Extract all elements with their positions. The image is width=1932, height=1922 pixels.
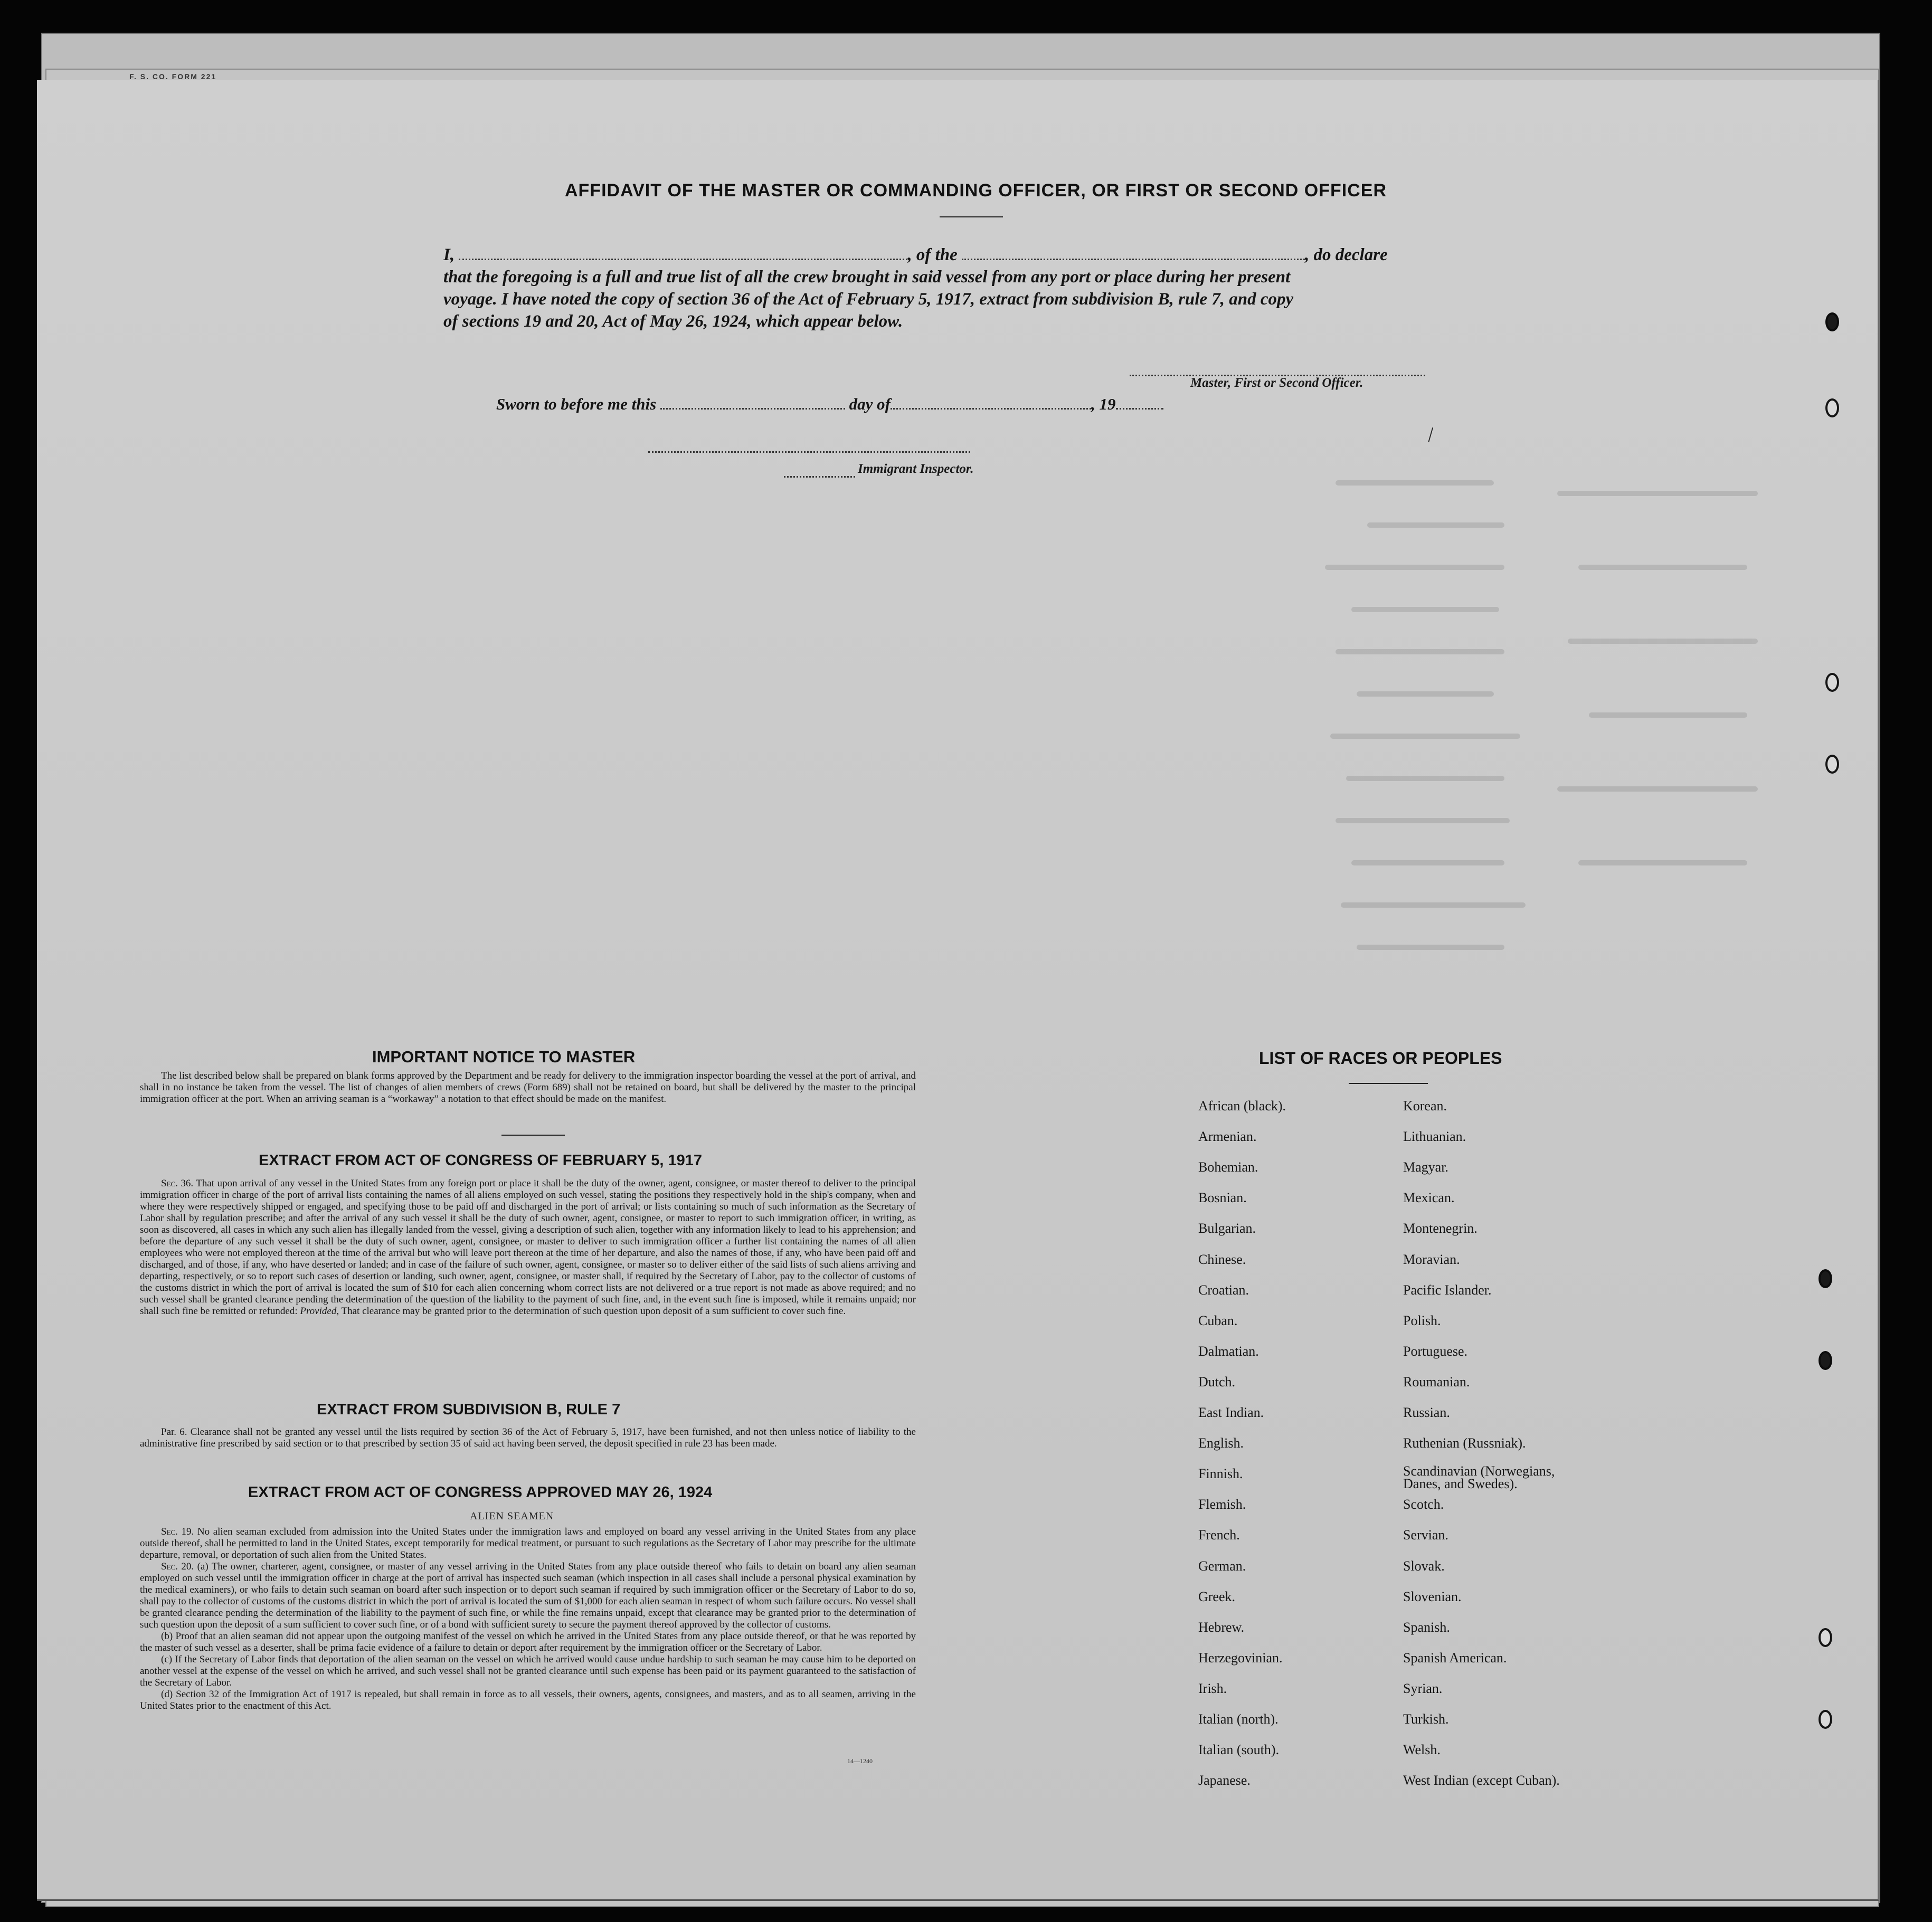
sworn-year: , 19 — [1091, 395, 1116, 413]
race-item: Moravian. — [1403, 1252, 1460, 1267]
race-item: Chinese. — [1198, 1252, 1246, 1267]
name-blank[interactable] — [459, 246, 907, 260]
title-rule — [940, 216, 1003, 217]
affidavit-of-the: , of the — [907, 245, 958, 264]
race-item: Polish. — [1403, 1313, 1441, 1328]
race-item: West Indian (except Cuban). — [1403, 1773, 1560, 1788]
race-item: Armenian. — [1198, 1129, 1257, 1144]
extract-1917-title: EXTRACT FROM ACT OF CONGRESS OF FEBRUARY 5, 1917 — [259, 1152, 703, 1169]
race-item: Servian. — [1403, 1527, 1448, 1543]
race-item: Slovak. — [1403, 1558, 1445, 1574]
punch-hole — [1819, 1710, 1832, 1729]
race-item: Dutch. — [1198, 1374, 1236, 1390]
affidavit-line-2: that the foregoing is a full and true list of all the crew brought in said vessel from any port or place during her present — [443, 268, 1291, 287]
race-item: Portuguese. — [1403, 1344, 1468, 1359]
sworn-day-blank[interactable] — [660, 395, 845, 410]
extract-rule7-text: Par. 6. Clearance shall not be granted any vessel until the lists required by section 36 of the Act of February 5, 1917, have been furnished, and not then unless notice of liability to the administrative fine prescribed by said section or to that prescribed by section 35 of said act having been served, the deposit specified in rule 23 has been made. — [140, 1426, 916, 1449]
notice-rule — [501, 1135, 565, 1136]
punch-hole — [1819, 1269, 1832, 1288]
affidavit-i: I, — [443, 245, 455, 264]
race-item: Japanese. — [1198, 1773, 1251, 1788]
affidavit-do-declare: , do declare — [1305, 245, 1388, 264]
race-item: Italian (south). — [1198, 1742, 1280, 1757]
sworn-year-blank[interactable] — [1116, 395, 1163, 410]
affidavit-line-4: of sections 19 and 20, Act of May 26, 1924, which appear below. — [443, 312, 903, 331]
race-item: Croatian. — [1198, 1282, 1249, 1298]
race-item: Ruthenian (Russniak). — [1403, 1435, 1526, 1451]
punch-hole — [1825, 312, 1839, 331]
races-title: LIST OF RACES OR PEOPLES — [1259, 1049, 1502, 1068]
affidavit-line-3: voyage. I have noted the copy of section 36 of the Act of February 5, 1917, extract from subdivision B, rule 7, and copy — [443, 290, 1294, 309]
race-item: Scotch. — [1403, 1497, 1444, 1512]
punch-hole — [1825, 673, 1839, 692]
affidavit-text — [443, 244, 1462, 332]
race-item: Bohemian. — [1198, 1159, 1258, 1175]
race-item: Montenegrin. — [1403, 1221, 1478, 1236]
race-item: Spanish American. — [1403, 1650, 1507, 1666]
race-item: Irish. — [1198, 1681, 1227, 1696]
sworn-day-of: day of — [849, 395, 891, 413]
inspector-label: Immigrant Inspector. — [858, 462, 974, 476]
inspector-signature-line[interactable] — [648, 451, 970, 453]
race-item: East Indian. — [1198, 1405, 1264, 1420]
extract-1924-subtitle: ALIEN SEAMEN — [470, 1510, 554, 1522]
notice-title: IMPORTANT NOTICE TO MASTER — [372, 1048, 636, 1066]
race-item: African (black). — [1198, 1098, 1286, 1114]
race-item: English. — [1198, 1435, 1244, 1451]
race-item: Bulgarian. — [1198, 1221, 1256, 1236]
punch-hole — [1825, 398, 1839, 417]
race-item: Spanish. — [1403, 1620, 1450, 1635]
pen-mark: \ — [1422, 423, 1441, 446]
signature-label: Master, First or Second Officer. — [1190, 376, 1363, 390]
race-item: Greek. — [1198, 1589, 1236, 1604]
race-item: Magyar. — [1403, 1159, 1448, 1175]
race-item: Finnish. — [1198, 1466, 1243, 1481]
race-item: Dalmatian. — [1198, 1344, 1259, 1359]
race-item: Pacific Islander. — [1403, 1282, 1492, 1298]
race-item: Hebrew. — [1198, 1620, 1245, 1635]
extract-1917-text: Sec. 36. That upon arrival of any vessel in the United States from any foreign port or place it shall be the duty of the owner, agent, consignee, or master thereof to deliver to the principal immigration officer in charge of the port of arrival lists containing the names of all aliens employed on such vessel, stating the positions they respectively hold in the ship's company, when and where they were respectively shipped or engaged, and specifying those to be paid off and discharged in the port of arrival; or lists containing so much of such information as the Secretary of Labor shall by regulation prescribe; and after the arrival of any such vessel it shall be the duty of such owner, agent, consignee, or master to report to such immigration officer, in writing, as soon as discovered, all cases in which any such alien has illegally landed from the vessel, giving a description of such alien, together with any information likely to lead to his apprehension; and before the departure of any such vessel it shall be the duty of such owner, agent, consignee, or master to deliver to such immigration officer a further list containing the names of all alien employees who were not employed thereon at the time of the arrival but who will leave port thereon at the time of her departure, and also the names of those, if any, who have been paid off and discharged, and of those, if any, who have deserted or landed; and in case of the failure of such owner, agent, consignee, or master so to deliver either of the said lists of such aliens arriving and departing, respectively, or so to report such cases of desertion or landing, such owner, agent, consignee, or master shall, if required by the Secretary of Labor, pay to the collector of customs of the customs district in which the port of arrival is located the sum of $10 for each alien concerning whom correct lists are not delivered or a true report is not made as above required; and no such vessel shall be granted clearance pending the determination of the question of the liability to the payment of such fine, and, in the event such fine is imposed, while it remains unpaid; nor shall such fine be remitted or refunded: Provided, That clearance may be granted prior to the determination of such question upon deposit of a sum sufficient to cover such fine. — [140, 1178, 916, 1317]
notice-text: The list described below shall be prepared on blank forms approved by the Department and be ready for delivery to the immigration inspector boarding the vessel at the port of arrival, and shall in no instance be taken from the vessel. The list of changes of alien members of crews (Form 689) shall not be retained on board, but shall be delivered by the master to the principal immigration officer at the port. When an arriving seaman is a “workaway” a notation to that effect should be made on the manifest. — [140, 1070, 916, 1105]
race-item: Roumanian. — [1403, 1374, 1470, 1390]
races-title-rule — [1349, 1083, 1428, 1084]
race-item: Lithuanian. — [1403, 1129, 1466, 1144]
race-item: Italian (north). — [1198, 1711, 1278, 1727]
punch-hole — [1819, 1628, 1832, 1647]
race-item: Bosnian. — [1198, 1190, 1247, 1205]
inspector-dot-lead — [784, 476, 855, 478]
vessel-blank[interactable] — [962, 246, 1305, 260]
race-item: Welsh. — [1403, 1742, 1441, 1757]
affidavit-title: AFFIDAVIT OF THE MASTER OR COMMANDING OFFICER, OR FIRST OR SECOND OFFICER — [565, 180, 1387, 201]
race-item: German. — [1198, 1558, 1246, 1574]
extract-rule7-title: EXTRACT FROM SUBDIVISION B, RULE 7 — [317, 1401, 621, 1418]
race-item: Cuban. — [1198, 1313, 1238, 1328]
print-code: 14—1240 — [847, 1757, 873, 1765]
race-item: Mexican. — [1403, 1190, 1455, 1205]
form-code: F. S. CO. FORM 221 — [129, 72, 217, 81]
race-item: Korean. — [1403, 1098, 1447, 1114]
extract-1924-title: EXTRACT FROM ACT OF CONGRESS APPROVED MAY 26, 1924 — [248, 1484, 713, 1501]
race-item: Russian. — [1403, 1405, 1450, 1420]
punch-hole — [1819, 1351, 1832, 1370]
race-item: Herzegovinian. — [1198, 1650, 1283, 1666]
sworn-month-blank[interactable] — [891, 395, 1091, 410]
race-item: Turkish. — [1403, 1711, 1449, 1727]
sworn-line — [496, 395, 1163, 414]
extract-1924-text: Sec. 19. No alien seaman excluded from admission into the United States under the immigration laws and employed on board any vessel arriving in the United States from any place outside thereof, shall be permitted to land in the United States, except temporarily for medical treatment, or pursuant to such regulations as the Secretary of Labor may prescribe for the ultimate departure, removal, or deportation of such alien from the United States. Sec. 20. (a) The owner, charterer, agent, consignee, or master of any vessel arriving in the United States from any place outside thereof who fails to detain on board any alien seaman employed on such vessel until the immigration officer in charge at the port of arrival has inspected such seaman (which inspection in all cases shall include a personal physical examination by the medical examiners), or who fails to detain such seaman on board after such inspection or to deport such seaman if required by such immigration officer or the Secretary of Labor to do so, shall pay to the collector of customs of the customs district in which the port of arrival is located the sum of $1,000 for each alien seaman in respect of whom such failure occurs. No vessel shall be granted clearance pending the determination of the liability to the payment of such fine, or while the fine remains unpaid, except that clearance may be granted prior to the determination of such question upon the deposit of a sum sufficient to cover such fine, or of a bond with sufficient surety to secure the payment thereof approved by the collector of customs. (b) Proof that an alien seaman did not appear upon the outgoing manifest of the vessel on which he arrived in the United States from any place outside thereof, or that he was reported by the master of such vessel as a deserter, shall be prima facie evidence of a failure to detain or deport after requirement by the immigration officer or the Secretary of Labor. (c) If the Secretary of Labor finds that deportation of the alien seaman on the vessel on which he arrived would cause undue hardship to such seaman he may cause him to be deported on another vessel at the expense of the vessel on which he arrived, and such vessel shall not be granted clearance until such expense has been paid or its payment guaranteed to the satisfaction of the Secretary of Labor. (d) Section 32 of the Immigration Act of 1917 is repealed, but shall remain in force as to all vessels, their owners, agents, consignees, and masters, and as to all seamen, arriving in the United States prior to the enactment of this Act. — [140, 1526, 916, 1711]
race-item: Scandinavian (Norwegians, Danes, and Swedes). — [1403, 1463, 1555, 1491]
race-item: Flemish. — [1198, 1497, 1246, 1512]
race-item: Syrian. — [1403, 1681, 1443, 1696]
punch-hole — [1825, 755, 1839, 774]
race-item: Slovenian. — [1403, 1589, 1462, 1604]
race-item: French. — [1198, 1527, 1240, 1543]
sworn-prefix: Sworn to before me this — [496, 395, 657, 413]
